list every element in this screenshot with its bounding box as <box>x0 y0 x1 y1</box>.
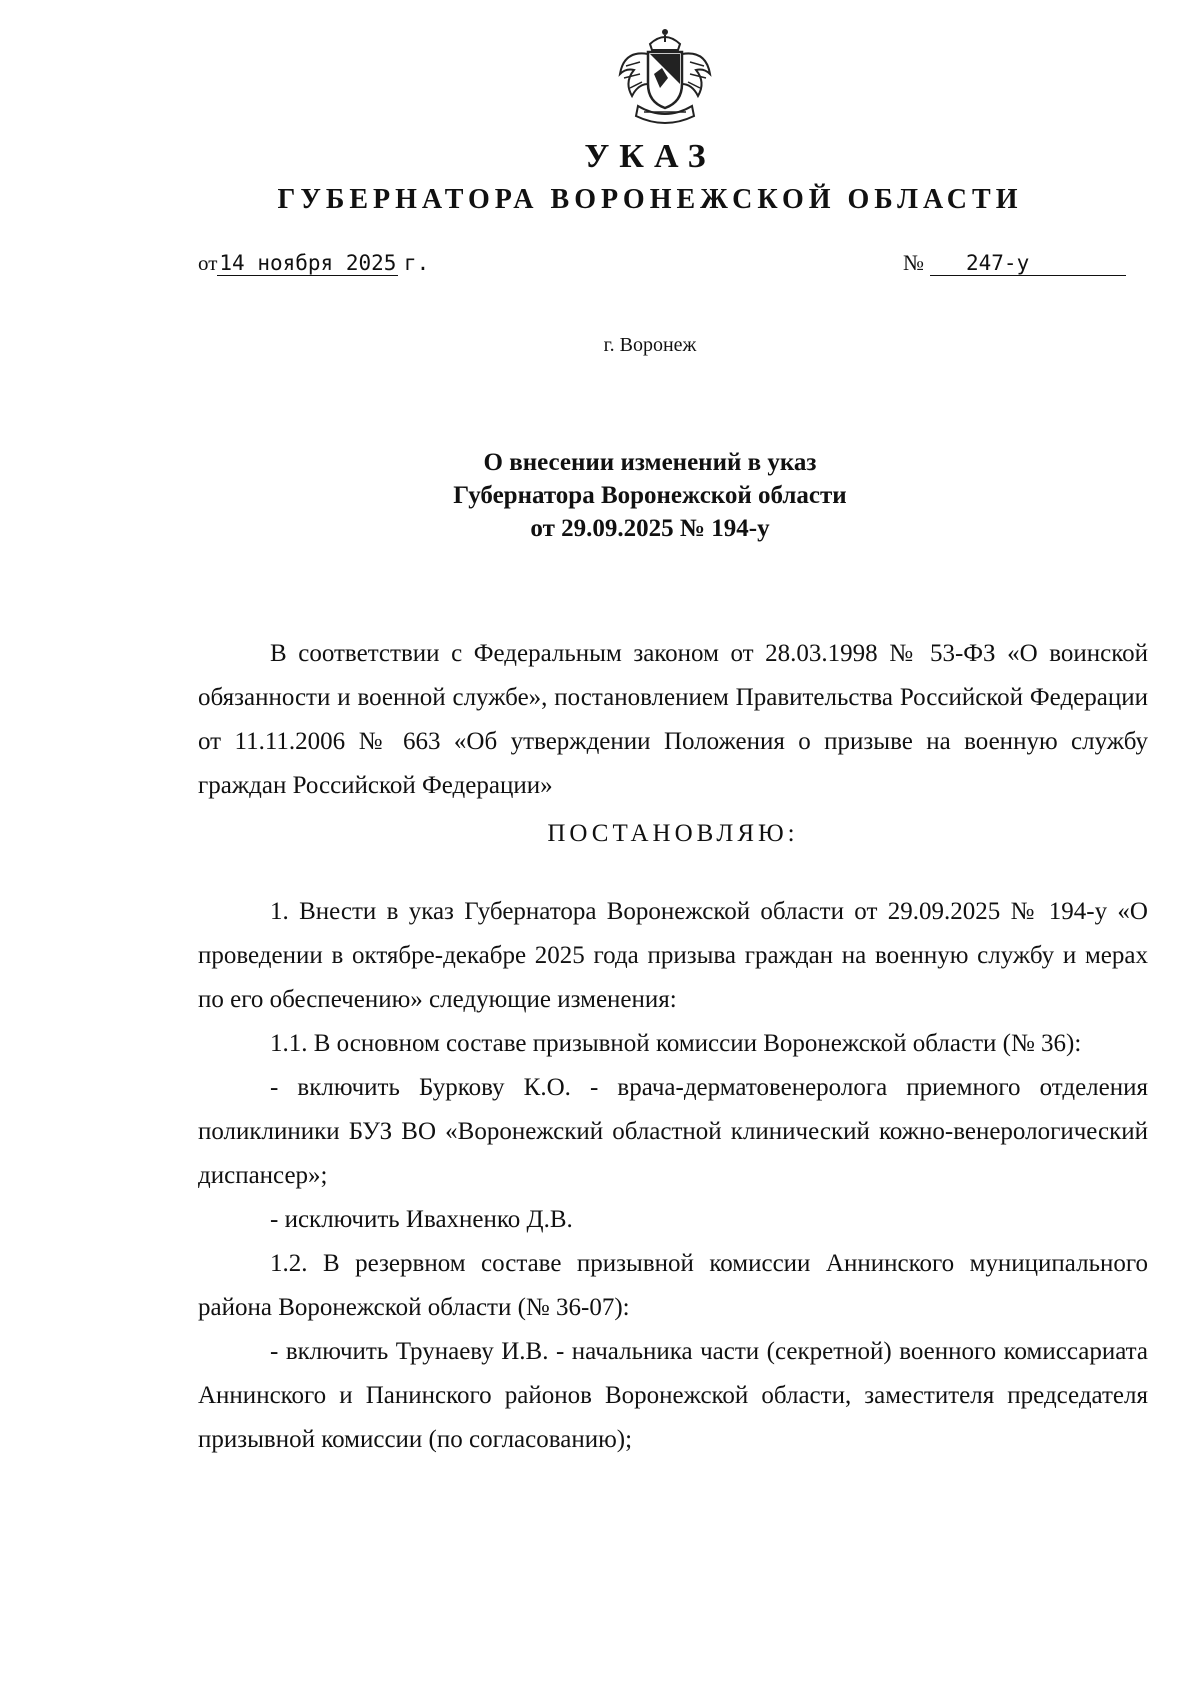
document-type: УКАЗ <box>584 138 716 175</box>
clause-paragraph: 1. Внести в указ Губернатора Воронежской области от 29.09.2025 № 194-у «О проведении в октябре-декабре 2025 года призыва граждан на военную службу и мерах по его обеспечению» следующие изменения: <box>198 898 1148 1013</box>
date-suffix: г. <box>403 251 430 275</box>
document-title <box>0 446 1200 545</box>
number-prefix: № <box>903 250 924 275</box>
date-value: 14 ноября 2025 <box>219 251 397 275</box>
document-issuer: ГУБЕРНАТОРА ВОРОНЕЖСКОЙ ОБЛАСТИ <box>277 184 1023 215</box>
resolve-heading: ПОСТАНОВЛЯЮ: <box>547 820 799 847</box>
clause-item: - исключить Ивахненко Д.В. <box>270 1206 573 1233</box>
document-date <box>198 250 429 276</box>
title-line: Губернатора Воронежской области <box>453 482 847 509</box>
date-prefix: от <box>198 251 218 275</box>
title-line: от 29.09.2025 № 194-у <box>530 515 770 542</box>
coat-of-arms-icon <box>610 22 720 132</box>
preamble-paragraph: В соответствии с Федеральным законом от 28.03.1998 № 53-ФЗ «О воинской обязанности и военной службе», постановлением Правительства Российской Федерации от 11.11.2006 № 663 «Об утверждении Положения о призыве на военную службу граждан Российской Федерации» <box>198 640 1148 799</box>
document-number <box>903 250 1126 276</box>
clause-paragraph: 1.2. В резервном составе призывной комиссии Аннинского муниципального района Воронежской области (№ 36-07): <box>198 1250 1148 1321</box>
document-body <box>198 632 1148 1462</box>
number-value: 247-у <box>930 251 1126 276</box>
title-line: О внесении изменений в указ <box>483 449 817 476</box>
clause-paragraph: 1.1. В основном составе призывной комиссии Воронежской области (№ 36): <box>270 1030 1082 1057</box>
clause-item: - включить Буркову К.О. - врача-дерматовенеролога приемного отделения поликлиники БУЗ ВО «Воронежский областной клинический кожно-венерологический диспансер»; <box>198 1074 1148 1189</box>
document-city: г. Воронеж <box>603 334 697 356</box>
clause-item: - включить Трунаеву И.В. - начальника части (секретной) военного комиссариата Аннинского и Панинского районов Воронежской области, заместителя председателя призывной комиссии (по согласованию); <box>198 1338 1148 1453</box>
